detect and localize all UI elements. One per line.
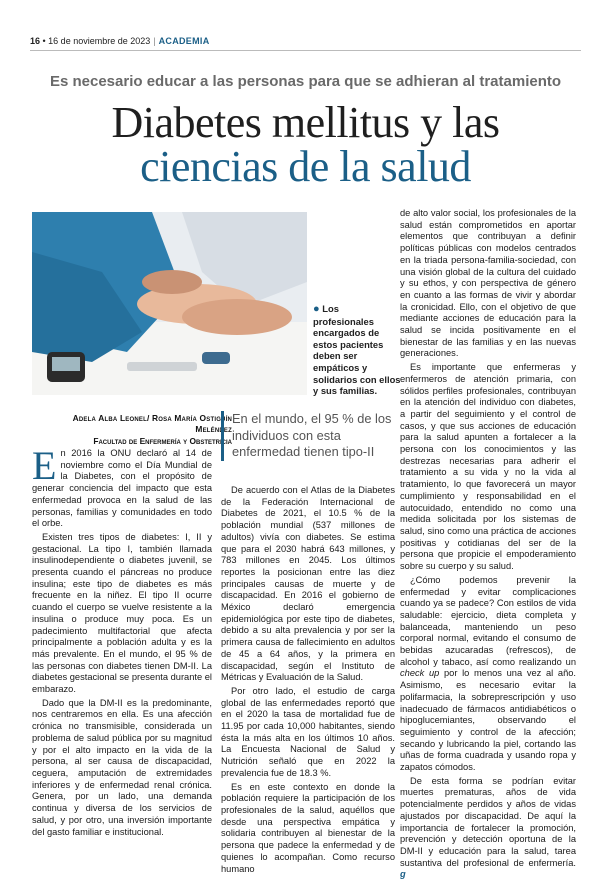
article-title-line-2: ciencias de la salud xyxy=(140,142,471,191)
paragraph: Por otro lado, el estudio de carga global de las enfermedades reportó que en el 2020 la tasa de mortalidad fue de 11.95 por cada 10,000 habitantes, siendo ésta la más alta en los últimos 10 años. La Encuesta Nacional de Salud y Nutrición señaló que en 2022 la prevalencia fue de 18.3 %. xyxy=(221,685,395,778)
issue-date: 16 de noviembre de 2023 xyxy=(48,36,151,46)
article-title-line-1: Diabetes mellitus y las xyxy=(111,98,500,147)
article-photo xyxy=(32,212,307,395)
paragraph: Es en este contexto en donde la población requiere la participación de los profesionales de la salud, aquéllos que desde una perspectiva empática y solidaria contribuyen al bienestar de la persona que padece la enfermedad y de quienes lo acompañan. Como recurso humano xyxy=(221,781,395,874)
paragraph xyxy=(400,776,576,881)
paragraph xyxy=(400,575,576,774)
paragraph: De acuerdo con el Atlas de la Diabetes de la Federación Internacional de Diabetes de 2021, el 10.5 % de la población mundial (537 millones de adultos) vivía con diabetes. Se estima que para el 2030 habrá 643 millones, y 783 millones en 2045. Los últimos reportes la posicionan entre las diez principales causas de muerte y de discapacidad. En 2016 el gobierno de México declaró emergencia epidemiológica por este tipo de diabetes, debido a su alta prevalencia y por ser la primera causa de fallecimiento en adultos de 45 a 64 años, y la primera en discapacidad, según el Instituto de Métricas y Evaluación de la Salud. xyxy=(221,485,395,683)
article-kicker: Es necesario educar a las personas para que se adhieran al tratamiento xyxy=(49,73,562,90)
byline-authors: Adela Alba Leonel/ Rosa María Ostiguín Meléndez xyxy=(72,413,232,435)
lead-text: n 2016 la ONU declaró al 14 de noviembre como el Día Mundial de la Diabetes, con el propósito de generar conciencia del impacto que esta enfermedad provoca en la salud de las personas, familias y comunidades en todo el orbe. xyxy=(32,448,212,529)
paragraph-text: De esta forma se podrían evitar muertes prematuras, años de vida potencialmente perdidos y años de vidas ajustados por discapacidad. De aquí la importancia de fortalecer la promoción, prevención y detección oportuna de la DM-II y educación para la salud, tarea sustantiva del profesional de enfermería. xyxy=(400,775,576,868)
photo-caption-text: Los profesionales encargados de estos pacientes deben ser empáticos y solidarios con ellos y sus familias. xyxy=(313,303,401,397)
article-column-3 xyxy=(400,208,576,883)
paragraph: de alto valor social, los profesionales de la salud están comprometidos en aportar elementos que contribuyan a definir políticas públicas con modelos centrados en la triada persona-familia-sociedad, con una visión global de la cultura del cuidado y su ethos, y con perspectiva de género en cuanto a las formas de vivir y abordar la cronicidad. Ello, con el objetivo de que mediante acciones de educación para la salud se incida positivamente en el bienestar de las familias y en las nuevas generaciones. xyxy=(400,208,576,359)
header-rule xyxy=(30,50,581,51)
page-folio xyxy=(30,36,210,46)
lead-paragraph xyxy=(32,443,212,530)
page-number: 16 xyxy=(30,36,41,46)
paragraph-text: ¿Cómo podemos prevenir la enfermedad y evitar complicaciones cuando ya se padece? Con estilos de vida saludable: ejercicio, dieta completa y balanceada, manteniendo un peso corporal normal, evitando el consumo de bebidas azucaradas (refrescos), de alcohol y tabaco, así como realizando un xyxy=(400,574,576,667)
paragraph: Es importante que enfermeras y enfermeros de atención primaria, con sólidos perfiles profesionales, contribuyan en la atención del individuo con diabetes, a partir del seguimiento y el control de casos, y que sus acciones de educación para la salud apunten a fortalecer a la persona con los conocimientos y las destrezas necesarias para adherir el tratamiento a su vida y no la vida al tratamiento, lo que favorecerá un mayor cumplimiento y responsabilidad en el autocuidado, entendido no como una medida solicitada por los sistemas de salud, sino como una práctica de acciones positivas y cotidianas del ser de la persona que propicie el empoderamiento sobre su cuerpo y su salud. xyxy=(400,362,576,572)
photo-illustration xyxy=(32,212,307,395)
paragraph: Dado que la DM-II es la predominante, nos centraremos en ella. Es una afección crónica no transmisible, considerada un problema de salud pública por su magnitud y por el alto impacto en la vida de la persona, al ser causa de discapacidad, ceguera, amputación de extremidades inferiores y de enfermedad renal crónica. Genera, por un lado, una demanda continua y diversa de los servicios de salud, y por otro, una inversión importante del gasto familiar e institucional. xyxy=(32,697,212,837)
caption-bullet-icon: ● xyxy=(313,303,320,315)
pull-quote: En el mundo, el 95 % de los individuos con esta enfermedad tienen tipo-II xyxy=(221,411,410,461)
emphasis-text: check up xyxy=(400,668,440,679)
drop-cap: E xyxy=(32,443,57,488)
folio-dot: • xyxy=(40,36,49,46)
article-column-1 xyxy=(32,443,212,840)
photo-caption xyxy=(313,303,401,397)
article-column-2 xyxy=(221,485,395,877)
paragraph: Existen tres tipos de diabetes: I, II y gestacional. La tipo I, también llamada insulinodependiente o diabetes juvenil, se presenta cuando el páncreas no produce insulina; este tipo de diabetes es más frecuente en la niñez. El tipo II ocurre cuando el cuerpo se vuelve resistente a la insulina o produce muy poca. Es un padecimiento multifactorial que afecta principalmente a población adulta y es la más prevalente. En el mundo, el 95 % de las personas con diabetes tienen DM-II. La diabetes gestacional se presenta durante el embarazo. xyxy=(32,531,212,695)
byline-affiliation: Facultad de Enfermería y Obstetricia xyxy=(93,435,232,446)
section-name: ACADEMIA xyxy=(158,36,210,46)
folio-separator: | xyxy=(153,36,156,46)
paragraph-text: por lo menos una vez al año. Asimismo, es necesario evitar la polifarmacia, la sobreprescripción y uso inadecuado de fármacos antidiabéticos o hipoglucemiantes, observando el seguimiento y control de la afección; secando y lubricando la piel, cortando las uñas de forma cuadrada y usando ropa y zapatos cómodos. xyxy=(400,668,576,773)
byline xyxy=(60,413,232,447)
end-mark-icon: g xyxy=(400,869,406,880)
